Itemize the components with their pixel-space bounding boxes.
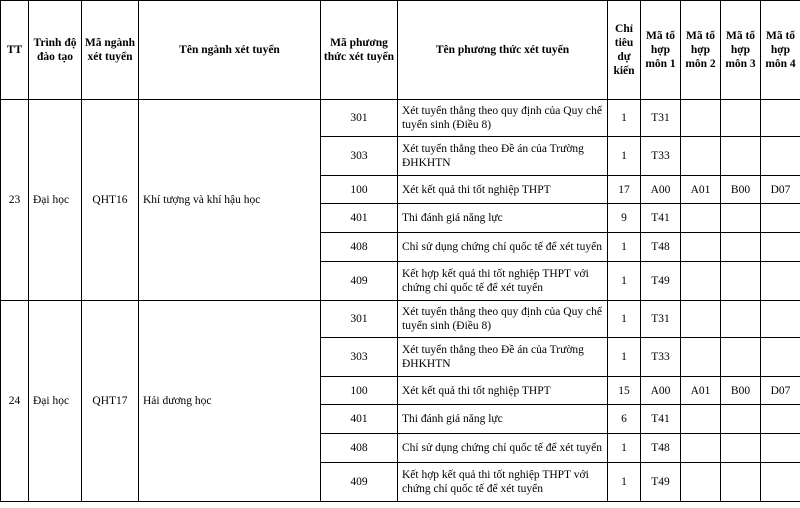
method-code: 303 [321, 338, 398, 377]
combo-3: B00 [721, 176, 761, 204]
header-quota: Chỉ tiêu dự kiến [608, 1, 641, 100]
combo-1: T48 [641, 434, 681, 463]
method-code: 301 [321, 301, 398, 338]
combo-3 [721, 338, 761, 377]
combo-1: A00 [641, 377, 681, 405]
method-name: Xét tuyển thẳng theo Đề án của Trường ĐHKHTN [398, 137, 608, 176]
combo-2 [681, 204, 721, 233]
method-name: Xét tuyển thẳng theo quy định của Quy chế tuyển sinh (Điều 8) [398, 301, 608, 338]
combo-4 [761, 405, 800, 434]
quota: 1 [608, 301, 641, 338]
method-code: 408 [321, 233, 398, 262]
method-code: 409 [321, 463, 398, 502]
method-code: 401 [321, 405, 398, 434]
combo-2 [681, 463, 721, 502]
method-code: 100 [321, 377, 398, 405]
method-name: Kết hợp kết quả thi tốt nghiệp THPT với chứng chỉ quốc tế để xét tuyển [398, 463, 608, 502]
method-code: 100 [321, 176, 398, 204]
combo-1: T31 [641, 301, 681, 338]
quota: 1 [608, 262, 641, 301]
combo-3 [721, 233, 761, 262]
combo-4 [761, 100, 800, 137]
combo-1: T41 [641, 405, 681, 434]
combo-2 [681, 262, 721, 301]
combo-4: D07 [761, 377, 800, 405]
combo-4 [761, 301, 800, 338]
method-code: 409 [321, 262, 398, 301]
method-name: Thi đánh giá năng lực [398, 204, 608, 233]
combo-3 [721, 301, 761, 338]
quota: 17 [608, 176, 641, 204]
header-major-name: Tên ngành xét tuyển [139, 1, 321, 100]
combo-2 [681, 405, 721, 434]
method-name: Chỉ sử dụng chứng chỉ quốc tế để xét tuyển [398, 233, 608, 262]
quota: 1 [608, 100, 641, 137]
row-level: Đại học [29, 100, 82, 301]
row-major-code: QHT16 [82, 100, 139, 301]
method-name: Xét tuyển thẳng theo quy định của Quy chế tuyển sinh (Điều 8) [398, 100, 608, 137]
combo-2 [681, 301, 721, 338]
row-major-name: Hải dương học [139, 301, 321, 502]
combo-2 [681, 137, 721, 176]
combo-1: T49 [641, 463, 681, 502]
combo-4 [761, 233, 800, 262]
combo-2 [681, 100, 721, 137]
combo-3 [721, 434, 761, 463]
header-major-code: Mã ngành xét tuyển [82, 1, 139, 100]
row-major-name: Khí tượng và khí hậu học [139, 100, 321, 301]
method-name: Xét kết quả thi tốt nghiệp THPT [398, 377, 608, 405]
combo-2 [681, 338, 721, 377]
row-level: Đại học [29, 301, 82, 502]
quota: 15 [608, 377, 641, 405]
quota: 1 [608, 137, 641, 176]
quota: 9 [608, 204, 641, 233]
header-method-name: Tên phương thức xét tuyển [398, 1, 608, 100]
quota: 1 [608, 463, 641, 502]
combo-2 [681, 233, 721, 262]
combo-3 [721, 204, 761, 233]
quota: 6 [608, 405, 641, 434]
table-row [1, 301, 800, 338]
combo-2: A01 [681, 377, 721, 405]
combo-1: T33 [641, 338, 681, 377]
method-code: 301 [321, 100, 398, 137]
combo-3 [721, 262, 761, 301]
combo-3 [721, 463, 761, 502]
header-row [1, 1, 800, 100]
combo-1: T41 [641, 204, 681, 233]
method-code: 401 [321, 204, 398, 233]
combo-4 [761, 338, 800, 377]
combo-1: A00 [641, 176, 681, 204]
header-combo-2: Mã tổ hợp môn 2 [681, 1, 721, 100]
combo-2: A01 [681, 176, 721, 204]
combo-3 [721, 405, 761, 434]
method-name: Xét kết quả thi tốt nghiệp THPT [398, 176, 608, 204]
combo-1: T49 [641, 262, 681, 301]
combo-3 [721, 137, 761, 176]
combo-4 [761, 463, 800, 502]
row-tt: 24 [1, 301, 29, 502]
header-combo-1: Mã tổ hợp môn 1 [641, 1, 681, 100]
header-level: Trình độ đào tạo [29, 1, 82, 100]
combo-1: T48 [641, 233, 681, 262]
method-code: 303 [321, 137, 398, 176]
header-method-code: Mã phương thức xét tuyển [321, 1, 398, 100]
table-row [1, 100, 800, 137]
row-tt: 23 [1, 100, 29, 301]
combo-1: T31 [641, 100, 681, 137]
combo-4 [761, 204, 800, 233]
combo-1: T33 [641, 137, 681, 176]
combo-4 [761, 137, 800, 176]
combo-4 [761, 262, 800, 301]
row-major-code: QHT17 [82, 301, 139, 502]
method-name: Thi đánh giá năng lực [398, 405, 608, 434]
method-name: Kết hợp kết quả thi tốt nghiệp THPT với chứng chỉ quốc tế để xét tuyển [398, 262, 608, 301]
quota: 1 [608, 434, 641, 463]
combo-3: B00 [721, 377, 761, 405]
header-tt: TT [1, 1, 29, 100]
header-combo-3: Mã tổ hợp môn 3 [721, 1, 761, 100]
combo-2 [681, 434, 721, 463]
combo-3 [721, 100, 761, 137]
header-combo-4: Mã tổ hợp môn 4 [761, 1, 800, 100]
combo-4 [761, 434, 800, 463]
quota: 1 [608, 338, 641, 377]
method-name: Xét tuyển thẳng theo Đề án của Trường ĐHKHTN [398, 338, 608, 377]
method-code: 408 [321, 434, 398, 463]
combo-4: D07 [761, 176, 800, 204]
quota: 1 [608, 233, 641, 262]
method-name: Chỉ sử dụng chứng chỉ quốc tế để xét tuyển [398, 434, 608, 463]
